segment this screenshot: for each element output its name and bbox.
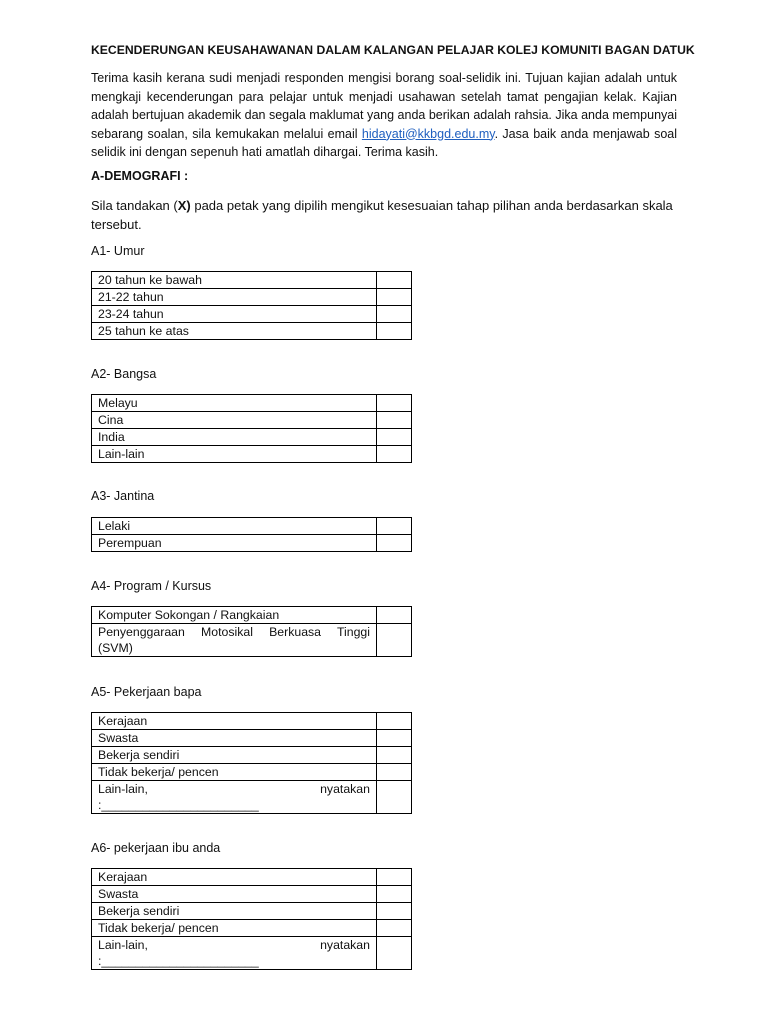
other-left: Lain-lain, <box>98 782 148 796</box>
table-row <box>92 289 412 306</box>
checkbox-cell[interactable] <box>377 535 412 552</box>
options-table-a6 <box>91 868 412 970</box>
table-row <box>92 869 412 886</box>
options-table-a2 <box>91 394 412 463</box>
option-label: Melayu <box>92 395 377 412</box>
option-label: Tidak bekerja/ pencen <box>92 920 377 937</box>
checkbox-cell[interactable] <box>377 937 412 970</box>
option-other <box>92 781 377 814</box>
table-row <box>92 903 412 920</box>
table-row <box>92 886 412 903</box>
document-title: KECENDERUNGAN KEUSAHAWANAN DALAM KALANGAN PELAJAR KOLEJ KOMUNITI BAGAN DATUK <box>91 43 695 57</box>
table-row <box>92 429 412 446</box>
table-row <box>92 518 412 535</box>
instruction-part: pada petak yang dipilih mengikut kesesuaian tahap pilihan anda berdasarkan skala tersebut. <box>91 198 673 232</box>
table-row <box>92 323 412 340</box>
table-row <box>92 607 412 624</box>
option-label: Swasta <box>92 730 377 747</box>
option-label: Bekerja sendiri <box>92 747 377 764</box>
table-row <box>92 747 412 764</box>
options-table-a3 <box>91 517 412 552</box>
question-label-a3: A3- Jantina <box>91 489 155 503</box>
question-label-a5: A5- Pekerjaan bapa <box>91 685 202 699</box>
checkbox-cell[interactable] <box>377 730 412 747</box>
email-link[interactable]: hidayati@kkbgd.edu.my <box>361 126 495 141</box>
checkbox-cell[interactable] <box>377 289 412 306</box>
checkbox-cell[interactable] <box>377 412 412 429</box>
section-heading: A-DEMOGRAFI : <box>91 169 189 183</box>
checkbox-cell[interactable] <box>377 624 412 657</box>
checkbox-cell[interactable] <box>377 323 412 340</box>
intro-text: Terima kasih kerana sudi menjadi responden mengisi borang soal-selidik ini. Tujuan kajian adalah untuk mengkaji kecenderungan para pelajar untuk menjadi usahawan setelah tamat pengajian kelak. Kajian adalah bertujuan akademik dan segala maklumat yang anda berikan adalah rahsia. Jika anda mempunyai sebarang soalan, sila kemukakan melalui email <box>91 71 677 141</box>
other-blank[interactable]: :_______________________ <box>98 798 259 812</box>
option-label: Tidak bekerja/ pencen <box>92 764 377 781</box>
question-label-a1: A1- Umur <box>91 244 145 258</box>
intro-text-end: . Jasa baik anda menjawab soal selidik ini dengan sepenuh hati amatlah dihargai. Terima kasih. <box>91 126 678 159</box>
checkbox-cell[interactable] <box>377 429 412 446</box>
table-row <box>92 920 412 937</box>
table-row <box>92 306 412 323</box>
checkbox-cell[interactable] <box>377 903 412 920</box>
checkbox-cell[interactable] <box>377 607 412 624</box>
option-label: Penyenggaraan Motosikal Berkuasa Tinggi (SVM) <box>92 624 377 657</box>
table-row <box>92 781 412 814</box>
other-left: Lain-lain, <box>98 938 148 952</box>
option-label: Cina <box>92 412 377 429</box>
option-label: 21-22 tahun <box>92 289 377 306</box>
option-label: 23-24 tahun <box>92 306 377 323</box>
options-table-a1 <box>91 271 412 340</box>
question-label-a2: A2- Bangsa <box>91 367 157 381</box>
option-label: Kerajaan <box>92 713 377 730</box>
table-row <box>92 713 412 730</box>
option-label: India <box>92 429 377 446</box>
table-row <box>92 937 412 970</box>
other-blank[interactable]: :_______________________ <box>98 954 259 968</box>
question-label-a4: A4- Program / Kursus <box>91 579 212 593</box>
option-label: Komputer Sokongan / Rangkaian <box>92 607 377 624</box>
checkbox-cell[interactable] <box>377 869 412 886</box>
table-row <box>92 624 412 657</box>
option-label: Lain-lain <box>92 446 377 463</box>
table-row <box>92 395 412 412</box>
checkbox-cell[interactable] <box>377 920 412 937</box>
checkbox-cell[interactable] <box>377 272 412 289</box>
checkbox-cell[interactable] <box>377 713 412 730</box>
checkbox-cell[interactable] <box>377 781 412 814</box>
checkbox-cell[interactable] <box>377 747 412 764</box>
intro-paragraph <box>91 69 677 162</box>
option-label: 20 tahun ke bawah <box>92 272 377 289</box>
option-label: 25 tahun ke atas <box>92 323 377 340</box>
checkbox-cell[interactable] <box>377 886 412 903</box>
table-row <box>92 535 412 552</box>
checkbox-cell[interactable] <box>377 446 412 463</box>
table-row <box>92 764 412 781</box>
table-row <box>92 412 412 429</box>
checkbox-cell[interactable] <box>377 764 412 781</box>
option-label: Kerajaan <box>92 869 377 886</box>
instruction-mark: X) <box>177 198 191 213</box>
other-right: nyatakan <box>320 782 370 796</box>
question-label-a6: A6- pekerjaan ibu anda <box>91 841 221 855</box>
option-label: Swasta <box>92 886 377 903</box>
checkbox-cell[interactable] <box>377 306 412 323</box>
table-row <box>92 446 412 463</box>
options-table-a4 <box>91 606 412 657</box>
checkbox-cell[interactable] <box>377 395 412 412</box>
instruction-text <box>91 196 681 234</box>
checkbox-cell[interactable] <box>377 518 412 535</box>
option-label: Bekerja sendiri <box>92 903 377 920</box>
instruction-part: Sila tandakan ( <box>91 198 178 213</box>
other-right: nyatakan <box>320 938 370 952</box>
table-row <box>92 730 412 747</box>
option-label: Lelaki <box>92 518 377 535</box>
option-label: Perempuan <box>92 535 377 552</box>
options-table-a5 <box>91 712 412 814</box>
table-row <box>92 272 412 289</box>
option-other <box>92 937 377 970</box>
